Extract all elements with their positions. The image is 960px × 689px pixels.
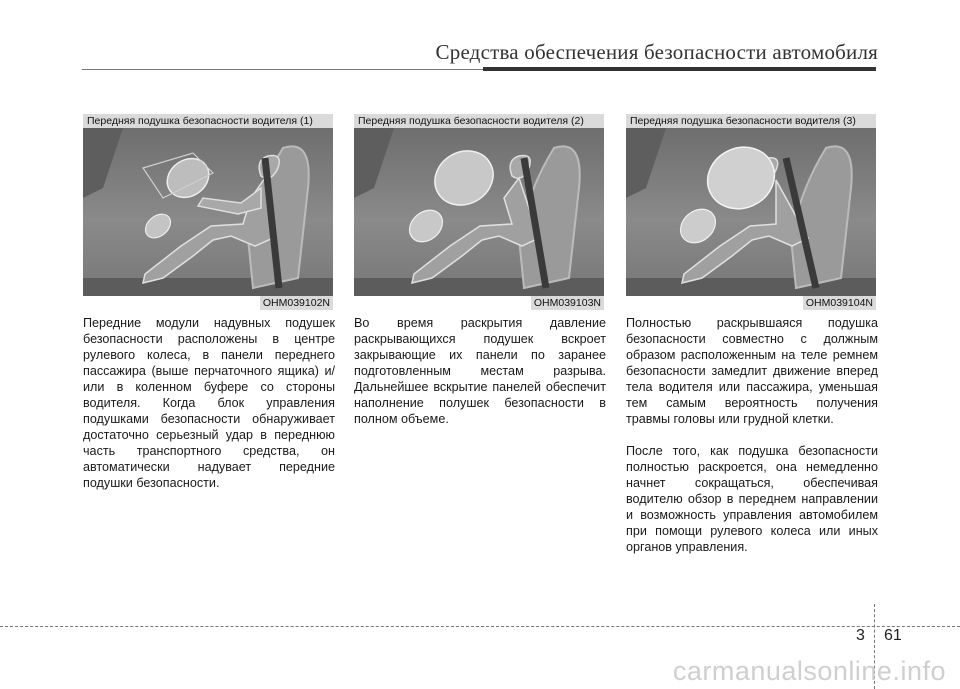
text-column-2 bbox=[354, 315, 606, 443]
page-number: 61 bbox=[884, 627, 902, 644]
figure-code: OHM039103N bbox=[531, 296, 604, 310]
watermark: carmanualsonline.info bbox=[672, 656, 946, 686]
paragraph: Полностью раскрывшаяся подушка безопасности совместно с должным образом расположенным на теле ремнем безопасности замедлит движение вперед тела водителя или пассажира, уменьшая тем самым вероятность получения травмы головы или грудной клетки. bbox=[626, 316, 878, 426]
text-column-3 bbox=[626, 315, 878, 571]
figure-caption: Передняя подушка безопасности водителя (3) bbox=[626, 114, 876, 128]
paragraph: После того, как подушка безопасности полностью раскроется, она немедленно начнет сокращаться, обеспечивая водителю обзор в переднем направлении и возможность управления автомобилем при помощи рулевого колеса или иных органов управления. bbox=[626, 444, 878, 554]
figure-2 bbox=[354, 114, 604, 310]
figure-code: OHM039104N bbox=[803, 296, 876, 310]
airbag-illustration bbox=[83, 128, 333, 296]
section-title: Средства обеспечения безопасности автомобиля bbox=[435, 40, 878, 64]
figure-1 bbox=[83, 114, 333, 310]
figure-code: OHM039102N bbox=[260, 296, 333, 310]
paragraph: Передние модули надувных подушек безопасности расположены в центре рулевого колеса, в панели переднего пассажира (выше перчаточного ящика) и/или в коленном буфере со стороны водителя. Когда блок управления подушками безопасности обнаруживает достаточно серьезный удар в переднюю часть транспортного средства, он автоматически надувает передние подушки безопасности. bbox=[83, 316, 335, 490]
airbag-illustration bbox=[626, 128, 876, 296]
footer-rule bbox=[0, 626, 960, 627]
figure-caption: Передняя подушка безопасности водителя (1) bbox=[83, 114, 333, 128]
figure-3 bbox=[626, 114, 876, 310]
header-rule-thick bbox=[483, 67, 876, 71]
chapter-number: 3 bbox=[856, 627, 865, 644]
figure-caption: Передняя подушка безопасности водителя (2) bbox=[354, 114, 604, 128]
text-column-1 bbox=[83, 315, 335, 507]
paragraph: Во время раскрытия давление раскрывающихся подушек вскроет закрывающие их панели по заранее подготовленным местам разрыва. Дальнейшее вскрытие панелей обеспечит наполнение полушек безопасности в полном объеме. bbox=[354, 316, 606, 426]
airbag-illustration bbox=[354, 128, 604, 296]
